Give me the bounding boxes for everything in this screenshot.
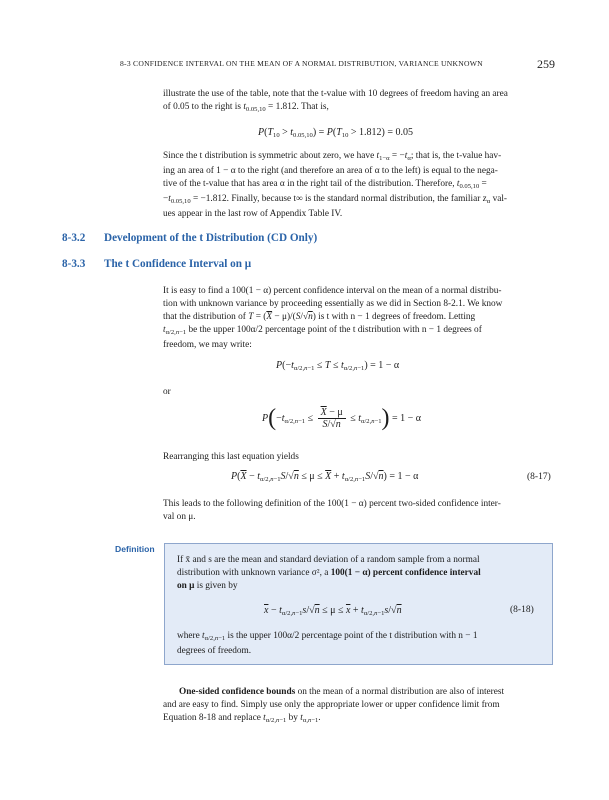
text-line: illustrate the use of the table, note that the t-value with 10 degrees of freedom having an area [163, 89, 508, 99]
section-heading-8-3-3: 8-3.3 The t Confidence Interval on μ [62, 258, 252, 270]
text-line: This leads to the following definition of the 100(1 − α) percent two-sided confidence inter- [163, 499, 501, 509]
paragraph-one-sided [163, 686, 555, 727]
paragraph-leads-to [163, 498, 555, 524]
text-line: ing an area of 1 − α to the right (and therefore an area of α to the left) is equal to the nega- [163, 166, 498, 176]
text-rearranging: Rearranging this last equation yields [163, 452, 299, 462]
section-heading-8-3-2: 8-3.2 Development of the t Distribution (CD Only) [62, 232, 318, 244]
equation-standardized-bounds: $P(-t_{\alpha/2,n-1}$ ≤ $\frac{\overline{X} - \mu}{S/√n}$ ≤ $t_{\alpha/2,n-1}) = 1 - \alpha$ [262, 405, 422, 431]
page-header [0, 57, 609, 73]
text-line: Equation 8-18 and replace $t_{\alpha/2,n-1}$ by $t_{\alpha,n-1}$. [163, 713, 321, 724]
text-line: tive of the t-value that has area α in the right tail of the distribution. Therefore, $t_{0.05,10}$ = [163, 179, 487, 190]
page-number: 259 [537, 57, 555, 71]
text-line: of 0.05 to the right is $t_{0.05,10} = 1.812$. That is, [163, 102, 329, 113]
text-line: ues appear in the last row of Appendix Table IV. [163, 209, 343, 219]
text-line: degrees of freedom. [177, 646, 252, 656]
text-line: distribution with unknown variance σ², a 100(1 − α) percent confidence interval [177, 568, 481, 578]
text-line: tion with unknown variance by proceeding essentially as we did in Section 8-2.1. We know [163, 299, 503, 309]
text-line: If x̄ and s are the mean and standard deviation of a random sample from a normal [177, 555, 480, 565]
definition-label: Definition [115, 544, 155, 554]
text-line: $t_{\alpha/2,n-1}$ be the upper 100α/2 percentage point of the t distribution with n − 1 degrees of [163, 325, 482, 336]
word-or: or [163, 387, 171, 397]
paragraph-symmetry [163, 150, 555, 221]
paragraph-t-interval [163, 285, 555, 352]
equation-8-17: $P(\overline{X} - t_{\alpha/2,n-1}S/√n \le \mu \le \overline{X} + t_{\alpha/2,n-1}S/√n) = 1 - \alpha$ [231, 471, 419, 483]
text-line: Since the t distribution is symmetric about zero, we have $t_{1-\alpha} = -t_\alpha$; that is, the t-value hav- [163, 151, 502, 162]
running-title: 8-3 CONFIDENCE INTERVAL ON THE MEAN OF A NORMAL DISTRIBUTION, VARIANCE UNKNOWN [120, 59, 483, 68]
equation-t-probability: $P(T_{10} > t_{0.05,10}) = P(T_{10} > 1.812) = 0.05$ [258, 127, 414, 139]
definition-text [177, 554, 542, 593]
text-line: $-t_{0.05,10} = -1.812$. Finally, because t∞ is the standard normal distribution, the familiar $z_\alpha$ val- [163, 194, 508, 205]
definition-where [177, 630, 542, 658]
text-line: One-sided confidence bounds on the mean of a normal distribution are also of interest [179, 687, 505, 697]
equation-number-8-18: (8-18) [510, 605, 534, 615]
equation-t-statistic-bounds: $P(-t_{\alpha/2,n-1} \le T \le t_{\alpha/2,n-1}) = 1 - \alpha$ [276, 360, 400, 372]
text-line: on μ is given by [177, 581, 238, 591]
text-line: freedom, we may write: [163, 340, 252, 350]
equation-8-18: $\overline{x} - t_{\alpha/2,n-1}s/√n \le \mu \le \overline{x} + t_{\alpha/2,n-1}s/√n$ [264, 605, 402, 617]
text-line: that the distribution of $T = (\overline{X} - \mu)/(S/√n)$ is t with n − 1 degrees of freedom. Letting [163, 312, 476, 322]
text-line: val on μ. [163, 512, 196, 522]
text-line: It is easy to find a 100(1 − α) percent confidence interval on the mean of a normal distribu- [163, 286, 502, 296]
paragraph-intro [163, 88, 555, 116]
equation-number-8-17: (8-17) [527, 472, 551, 482]
text-line: and are easy to find. Simply use only the appropriate lower or upper confidence limit from [163, 700, 500, 710]
text-line: where $t_{\alpha/2,n-1}$ is the upper 100α/2 percentage point of the t distribution with n − 1 [177, 631, 478, 642]
